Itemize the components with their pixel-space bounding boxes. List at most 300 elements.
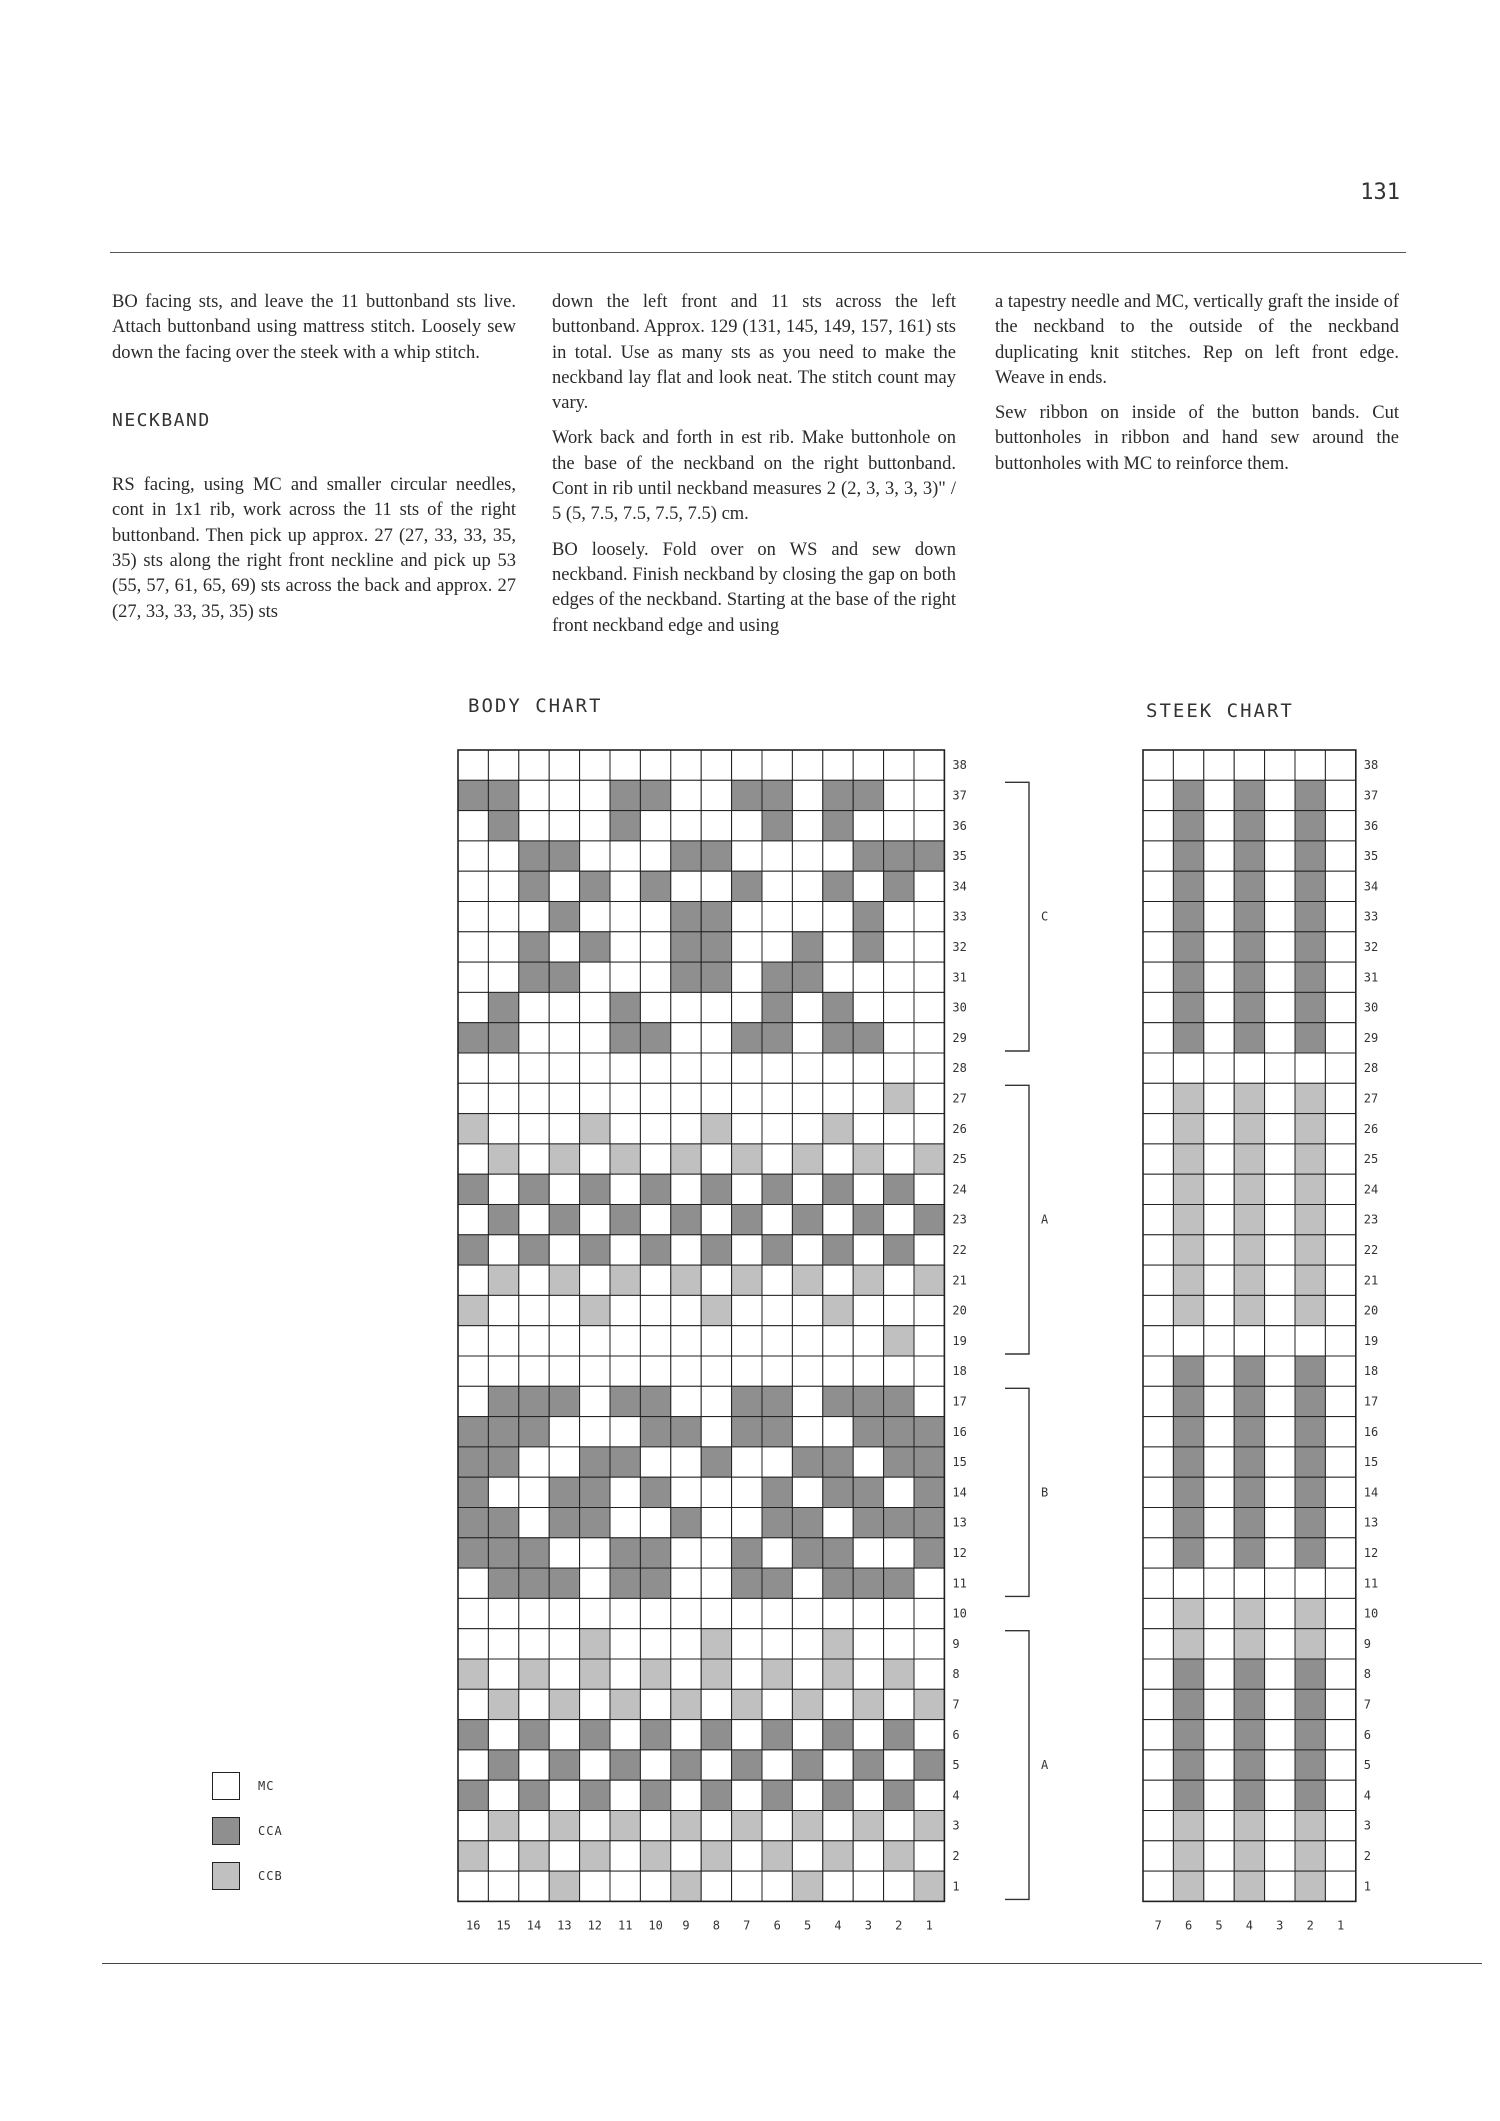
- body-chart-cell-r31-s2: [884, 962, 914, 992]
- body-chart-cell-r28-s15: [488, 1053, 518, 1083]
- steek-chart-cell-r26-s7: [1143, 1114, 1173, 1144]
- steek-chart-cell-r4-s1: [1325, 1780, 1355, 1810]
- body-chart-cell-r11-s10: [640, 1568, 670, 1598]
- steek-chart-cell-r29-s1: [1325, 1023, 1355, 1053]
- section-bracket: [1005, 1631, 1029, 1900]
- body-chart-cell-r31-s9: [671, 962, 701, 992]
- body-chart-cell-r15-s2: [884, 1447, 914, 1477]
- steek-chart-cell-r21-s3: [1265, 1265, 1295, 1295]
- body-chart-cell-r14-s9: [671, 1477, 701, 1507]
- steek-chart-cell-r35-s3: [1265, 841, 1295, 871]
- steek-chart-cell-r30-s3: [1265, 992, 1295, 1022]
- steek-chart-cell-r27-s7: [1143, 1083, 1173, 1113]
- body-chart-cell-r37-s3: [853, 780, 883, 810]
- steek-chart-cell-r38-s4: [1234, 750, 1264, 780]
- steek-chart-row-label: 5: [1363, 1758, 1372, 1773]
- body-chart-cell-r24-s3: [853, 1174, 883, 1204]
- steek-chart-cell-r30-s2: [1295, 992, 1325, 1022]
- section-label: C: [1041, 909, 1049, 924]
- body-chart-cell-r28-s12: [580, 1053, 610, 1083]
- body-chart-cell-r21-s9: [671, 1265, 701, 1295]
- body-chart-cell-r11-s3: [853, 1568, 883, 1598]
- body-chart-cell-r2-s14: [519, 1841, 549, 1871]
- body-chart-cell-r38-s11: [610, 750, 640, 780]
- steek-chart-cell-r19-s1: [1325, 1326, 1355, 1356]
- steek-chart-row-label: 17: [1363, 1394, 1379, 1409]
- steek-chart-cell-r29-s3: [1265, 1023, 1295, 1053]
- steek-chart-cell-r18-s5: [1204, 1356, 1234, 1386]
- steek-chart-cell-r25-s6: [1173, 1144, 1203, 1174]
- body-chart-cell-r21-s15: [488, 1265, 518, 1295]
- body-chart-cell-r14-s13: [549, 1477, 579, 1507]
- body-chart-cell-r4-s13: [549, 1780, 579, 1810]
- steek-chart-cell-r3-s7: [1143, 1811, 1173, 1841]
- steek-chart-cell-r12-s6: [1173, 1538, 1203, 1568]
- body-chart-cell-r9-s10: [640, 1629, 670, 1659]
- body-chart-cell-r24-s7: [732, 1174, 762, 1204]
- body-chart-cell-r17-s11: [610, 1386, 640, 1416]
- body-chart-cell-r2-s10: [640, 1841, 670, 1871]
- body-chart-cell-r38-s10: [640, 750, 670, 780]
- steek-chart-cell-r16-s1: [1325, 1417, 1355, 1447]
- body-chart-cell-r19-s10: [640, 1326, 670, 1356]
- body-chart-cell-r18-s6: [762, 1356, 792, 1386]
- body-chart-cell-r12-s15: [488, 1538, 518, 1568]
- body-chart-stitch-label: 6: [773, 1918, 781, 1933]
- body-chart-cell-r13-s13: [549, 1508, 579, 1538]
- body-chart-row-label: 31: [952, 970, 967, 985]
- body-chart-cell-r38-s8: [701, 750, 731, 780]
- body-chart-cell-r21-s5: [792, 1265, 822, 1295]
- body-chart-cell-r25-s16: [458, 1144, 488, 1174]
- steek-chart-row-label: 10: [1363, 1606, 1379, 1621]
- body-chart-cell-r33-s10: [640, 902, 670, 932]
- body-chart-cell-r6-s5: [792, 1720, 822, 1750]
- steek-chart-cell-r27-s6: [1173, 1083, 1203, 1113]
- body-chart-cell-r3-s7: [732, 1811, 762, 1841]
- body-chart-cell-r28-s9: [671, 1053, 701, 1083]
- steek-chart-cell-r32-s7: [1143, 932, 1173, 962]
- body-chart-cell-r7-s9: [671, 1689, 701, 1719]
- body-chart-cell-r30-s12: [580, 992, 610, 1022]
- body-chart-cell-r2-s12: [580, 1841, 610, 1871]
- steek-chart-row-label: 14: [1363, 1485, 1379, 1500]
- body-chart-cell-r27-s6: [762, 1083, 792, 1113]
- body-chart-cell-r20-s15: [488, 1295, 518, 1325]
- body-chart-stitch-label: 16: [465, 1918, 481, 1933]
- body-chart-cell-r35-s2: [884, 841, 914, 871]
- body-chart-cell-r23-s13: [549, 1205, 579, 1235]
- body-chart-cell-r1-s14: [519, 1871, 549, 1901]
- body-chart-cell-r21-s16: [458, 1265, 488, 1295]
- body-chart-cell-r17-s9: [671, 1386, 701, 1416]
- body-chart-cell-r34-s12: [580, 871, 610, 901]
- text-column-1: [112, 290, 516, 635]
- body-chart-cell-r37-s13: [549, 780, 579, 810]
- steek-chart-cell-r37-s6: [1173, 780, 1203, 810]
- body-chart-cell-r19-s7: [732, 1326, 762, 1356]
- body-chart-row-label: 36: [952, 818, 967, 833]
- body-chart-cell-r1-s8: [701, 1871, 731, 1901]
- body-chart-cell-r6-s10: [640, 1720, 670, 1750]
- body-chart-cell-r31-s12: [580, 962, 610, 992]
- body-chart-cell-r38-s2: [884, 750, 914, 780]
- body-chart-cell-r4-s8: [701, 1780, 731, 1810]
- steek-chart-cell-r19-s2: [1295, 1326, 1325, 1356]
- body-chart-cell-r34-s6: [762, 871, 792, 901]
- body-chart-cell-r27-s8: [701, 1083, 731, 1113]
- body-chart-cell-r25-s2: [884, 1144, 914, 1174]
- body-chart-cell-r7-s15: [488, 1689, 518, 1719]
- body-chart-cell-r33-s3: [853, 902, 883, 932]
- body-chart-cell-r20-s4: [823, 1295, 853, 1325]
- body-chart-cell-r30-s14: [519, 992, 549, 1022]
- body-chart-cell-r34-s4: [823, 871, 853, 901]
- body-chart-cell-r23-s15: [488, 1205, 518, 1235]
- legend-swatch-ccb: [212, 1862, 240, 1890]
- steek-chart-cell-r1-s2: [1295, 1871, 1325, 1901]
- steek-chart-cell-r7-s1: [1325, 1689, 1355, 1719]
- body-chart-cell-r5-s8: [701, 1750, 731, 1780]
- steek-chart-cell-r33-s1: [1325, 902, 1355, 932]
- steek-chart-cell-r15-s6: [1173, 1447, 1203, 1477]
- steek-chart-cell-r13-s4: [1234, 1508, 1264, 1538]
- body-chart-cell-r1-s10: [640, 1871, 670, 1901]
- body-chart-row-label: 23: [952, 1212, 967, 1227]
- body-chart-stitch-label: 13: [557, 1918, 572, 1933]
- steek-chart-cell-r38-s2: [1295, 750, 1325, 780]
- steek-chart-cell-r38-s3: [1265, 750, 1295, 780]
- steek-chart-cell-r12-s5: [1204, 1538, 1234, 1568]
- body-chart-cell-r2-s13: [549, 1841, 579, 1871]
- steek-chart-cell-r16-s2: [1295, 1417, 1325, 1447]
- body-chart-row-label: 14: [952, 1485, 967, 1500]
- body-chart-cell-r27-s15: [488, 1083, 518, 1113]
- steek-chart-cell-r9-s6: [1173, 1629, 1203, 1659]
- steek-chart-cell-r17-s1: [1325, 1386, 1355, 1416]
- steek-chart-cell-r11-s5: [1204, 1568, 1234, 1598]
- body-chart-cell-r6-s12: [580, 1720, 610, 1750]
- body-chart-cell-r13-s7: [732, 1508, 762, 1538]
- steek-chart-cell-r12-s1: [1325, 1538, 1355, 1568]
- steek-chart-cell-r23-s1: [1325, 1205, 1355, 1235]
- body-chart-cell-r35-s13: [549, 841, 579, 871]
- body-chart-cell-r26-s9: [671, 1114, 701, 1144]
- steek-chart-cell-r26-s2: [1295, 1114, 1325, 1144]
- steek-chart-cell-r2-s3: [1265, 1841, 1295, 1871]
- body-chart-cell-r20-s11: [610, 1295, 640, 1325]
- body-chart-cell-r25-s6: [762, 1144, 792, 1174]
- body-chart-cell-r18-s8: [701, 1356, 731, 1386]
- body-chart-cell-r18-s13: [549, 1356, 579, 1386]
- body-chart-cell-r16-s5: [792, 1417, 822, 1447]
- steek-chart-cell-r4-s2: [1295, 1780, 1325, 1810]
- steek-chart-cell-r10-s6: [1173, 1598, 1203, 1628]
- steek-chart-cell-r18-s1: [1325, 1356, 1355, 1386]
- steek-chart-cell-r29-s4: [1234, 1023, 1264, 1053]
- steek-chart-cell-r17-s5: [1204, 1386, 1234, 1416]
- body-chart-cell-r8-s15: [488, 1659, 518, 1689]
- steek-chart-cell-r30-s7: [1143, 992, 1173, 1022]
- body-chart-cell-r8-s12: [580, 1659, 610, 1689]
- body-chart-cell-r32-s6: [762, 932, 792, 962]
- body-chart-cell-r7-s8: [701, 1689, 731, 1719]
- body-chart-stitch-label: 4: [834, 1918, 842, 1933]
- body-chart-cell-r13-s16: [458, 1508, 488, 1538]
- body-chart-cell-r12-s4: [823, 1538, 853, 1568]
- steek-chart-cell-r17-s4: [1234, 1386, 1264, 1416]
- body-chart-cell-r6-s9: [671, 1720, 701, 1750]
- body-chart-cell-r37-s11: [610, 780, 640, 810]
- steek-chart-cell-r1-s3: [1265, 1871, 1295, 1901]
- body-chart-cell-r28-s5: [792, 1053, 822, 1083]
- body-chart-cell-r31-s1: [914, 962, 944, 992]
- body-chart-cell-r19-s11: [610, 1326, 640, 1356]
- steek-chart-cell-r31-s1: [1325, 962, 1355, 992]
- steek-chart-row-label: 29: [1363, 1030, 1379, 1045]
- text-column-3: [995, 290, 1399, 487]
- steek-chart-cell-r31-s7: [1143, 962, 1173, 992]
- body-chart-cell-r3-s3: [853, 1811, 883, 1841]
- body-chart-cell-r18-s1: [914, 1356, 944, 1386]
- body-chart-cell-r14-s11: [610, 1477, 640, 1507]
- steek-chart-row-label: 3: [1363, 1818, 1372, 1833]
- body-chart-cell-r14-s1: [914, 1477, 944, 1507]
- steek-chart-cell-r8-s1: [1325, 1659, 1355, 1689]
- steek-chart-cell-r33-s7: [1143, 902, 1173, 932]
- steek-chart-cell-r21-s7: [1143, 1265, 1173, 1295]
- body-chart-cell-r3-s15: [488, 1811, 518, 1841]
- steek-chart-cell-r27-s1: [1325, 1083, 1355, 1113]
- body-chart-cell-r11-s8: [701, 1568, 731, 1598]
- body-chart-cell-r28-s14: [519, 1053, 549, 1083]
- body-chart-cell-r18-s11: [610, 1356, 640, 1386]
- body-chart-cell-r4-s12: [580, 1780, 610, 1810]
- body-chart-row-label: 37: [952, 788, 967, 803]
- steek-chart-cell-r28-s7: [1143, 1053, 1173, 1083]
- body-chart-cell-r29-s10: [640, 1023, 670, 1053]
- body-chart-cell-r4-s9: [671, 1780, 701, 1810]
- steek-chart-cell-r20-s1: [1325, 1295, 1355, 1325]
- steek-chart-cell-r9-s1: [1325, 1629, 1355, 1659]
- body-chart-row-label: 25: [952, 1152, 967, 1167]
- body-chart-cell-r9-s3: [853, 1629, 883, 1659]
- body-chart-cell-r14-s4: [823, 1477, 853, 1507]
- body-chart-cell-r10-s3: [853, 1598, 883, 1628]
- body-chart-cell-r36-s2: [884, 811, 914, 841]
- body-chart-row-label: 35: [952, 849, 967, 864]
- body-chart-cell-r3-s6: [762, 1811, 792, 1841]
- body-chart-cell-r22-s16: [458, 1235, 488, 1265]
- body-chart-cell-r15-s10: [640, 1447, 670, 1477]
- body-chart-cell-r29-s11: [610, 1023, 640, 1053]
- body-chart-cell-r18-s9: [671, 1356, 701, 1386]
- steek-chart-cell-r6-s2: [1295, 1720, 1325, 1750]
- body-chart-cell-r24-s15: [488, 1174, 518, 1204]
- steek-chart-cell-r9-s3: [1265, 1629, 1295, 1659]
- body-chart-cell-r20-s10: [640, 1295, 670, 1325]
- body-chart-cell-r37-s5: [792, 780, 822, 810]
- body-chart-cell-r34-s11: [610, 871, 640, 901]
- body-chart-cell-r37-s15: [488, 780, 518, 810]
- body-chart-cell-r26-s10: [640, 1114, 670, 1144]
- body-chart-row-label: 19: [952, 1333, 967, 1348]
- section-bracket: [1005, 782, 1029, 1051]
- body-chart-cell-r17-s14: [519, 1386, 549, 1416]
- steek-chart-cell-r11-s1: [1325, 1568, 1355, 1598]
- steek-chart-cell-r8-s6: [1173, 1659, 1203, 1689]
- body-chart-cell-r12-s14: [519, 1538, 549, 1568]
- body-chart-cell-r23-s14: [519, 1205, 549, 1235]
- body-chart-cell-r36-s16: [458, 811, 488, 841]
- body-chart-cell-r6-s2: [884, 1720, 914, 1750]
- body-chart-cell-r11-s6: [762, 1568, 792, 1598]
- body-chart-cell-r30-s2: [884, 992, 914, 1022]
- body-chart-cell-r36-s9: [671, 811, 701, 841]
- body-chart-cell-r15-s13: [549, 1447, 579, 1477]
- steek-chart-cell-r24-s6: [1173, 1174, 1203, 1204]
- body-chart-cell-r12-s13: [549, 1538, 579, 1568]
- steek-chart-cell-r1-s6: [1173, 1871, 1203, 1901]
- body-chart-cell-r34-s16: [458, 871, 488, 901]
- body-chart-cell-r23-s11: [610, 1205, 640, 1235]
- body-chart-cell-r37-s4: [823, 780, 853, 810]
- steek-chart-cell-r26-s5: [1204, 1114, 1234, 1144]
- steek-chart-cell-r25-s5: [1204, 1144, 1234, 1174]
- steek-chart-cell-r7-s5: [1204, 1689, 1234, 1719]
- body-chart-cell-r11-s7: [732, 1568, 762, 1598]
- body-chart-cell-r38-s15: [488, 750, 518, 780]
- steek-chart-cell-r5-s3: [1265, 1750, 1295, 1780]
- body-chart: [455, 745, 975, 1945]
- body-chart-cell-r8-s5: [792, 1659, 822, 1689]
- body-chart-cell-r23-s7: [732, 1205, 762, 1235]
- steek-chart-cell-r20-s5: [1204, 1295, 1234, 1325]
- body-chart-stitch-label: 14: [526, 1918, 542, 1933]
- steek-chart-cell-r27-s4: [1234, 1083, 1264, 1113]
- body-chart-cell-r5-s4: [823, 1750, 853, 1780]
- body-chart-cell-r27-s4: [823, 1083, 853, 1113]
- body-chart-cell-r12-s10: [640, 1538, 670, 1568]
- body-chart-cell-r13-s2: [884, 1508, 914, 1538]
- body-chart-cell-r20-s2: [884, 1295, 914, 1325]
- body-chart-cell-r2-s4: [823, 1841, 853, 1871]
- steek-chart-cell-r21-s4: [1234, 1265, 1264, 1295]
- steek-chart-cell-r16-s6: [1173, 1417, 1203, 1447]
- body-chart-cell-r2-s6: [762, 1841, 792, 1871]
- body-chart-cell-r10-s11: [610, 1598, 640, 1628]
- steek-chart-cell-r33-s4: [1234, 902, 1264, 932]
- body-chart-cell-r11-s15: [488, 1568, 518, 1598]
- body-chart-cell-r35-s9: [671, 841, 701, 871]
- steek-chart-row-label: 16: [1363, 1424, 1379, 1439]
- steek-chart-cell-r33-s2: [1295, 902, 1325, 932]
- body-chart-cell-r33-s14: [519, 902, 549, 932]
- body-chart-cell-r7-s14: [519, 1689, 549, 1719]
- body-chart-cell-r15-s7: [732, 1447, 762, 1477]
- body-chart-cell-r14-s15: [488, 1477, 518, 1507]
- steek-chart-cell-r5-s5: [1204, 1750, 1234, 1780]
- steek-chart-cell-r10-s5: [1204, 1598, 1234, 1628]
- body-chart-cell-r37-s10: [640, 780, 670, 810]
- body-chart-cell-r38-s3: [853, 750, 883, 780]
- body-chart-cell-r16-s4: [823, 1417, 853, 1447]
- body-chart-cell-r34-s10: [640, 871, 670, 901]
- body-chart-cell-r25-s5: [792, 1144, 822, 1174]
- body-chart-row-label: 27: [952, 1091, 967, 1106]
- steek-chart-cell-r31-s6: [1173, 962, 1203, 992]
- body-chart-cell-r15-s14: [519, 1447, 549, 1477]
- steek-chart-stitch-label: 2: [1306, 1918, 1314, 1933]
- body-chart-cell-r26-s7: [732, 1114, 762, 1144]
- steek-chart-cell-r25-s1: [1325, 1144, 1355, 1174]
- body-chart-cell-r30-s1: [914, 992, 944, 1022]
- steek-chart-cell-r24-s5: [1204, 1174, 1234, 1204]
- body-chart-row-label: 7: [952, 1697, 960, 1712]
- steek-chart-cell-r35-s7: [1143, 841, 1173, 871]
- body-chart-cell-r14-s6: [762, 1477, 792, 1507]
- body-chart-cell-r31-s8: [701, 962, 731, 992]
- body-chart-cell-r30-s15: [488, 992, 518, 1022]
- body-chart-cell-r1-s12: [580, 1871, 610, 1901]
- body-chart-cell-r11-s12: [580, 1568, 610, 1598]
- body-chart-cell-r36-s1: [914, 811, 944, 841]
- body-chart-cell-r24-s11: [610, 1174, 640, 1204]
- steek-chart-cell-r35-s4: [1234, 841, 1264, 871]
- steek-chart-cell-r28-s4: [1234, 1053, 1264, 1083]
- body-chart-row-label: 10: [952, 1606, 967, 1621]
- body-chart-cell-r27-s14: [519, 1083, 549, 1113]
- body-chart-cell-r23-s16: [458, 1205, 488, 1235]
- steek-chart-cell-r19-s7: [1143, 1326, 1173, 1356]
- body-chart-cell-r26-s14: [519, 1114, 549, 1144]
- steek-chart-cell-r7-s7: [1143, 1689, 1173, 1719]
- steek-chart-cell-r10-s1: [1325, 1598, 1355, 1628]
- body-chart-cell-r2-s9: [671, 1841, 701, 1871]
- steek-chart-cell-r20-s3: [1265, 1295, 1295, 1325]
- steek-chart-stitch-label: 5: [1215, 1918, 1223, 1933]
- body-chart-row-label: 3: [952, 1818, 960, 1833]
- steek-chart-cell-r38-s7: [1143, 750, 1173, 780]
- body-chart-cell-r13-s3: [853, 1508, 883, 1538]
- steek-chart-row-label: 36: [1363, 818, 1379, 833]
- body-chart-cell-r11-s13: [549, 1568, 579, 1598]
- steek-chart-cell-r11-s3: [1265, 1568, 1295, 1598]
- steek-chart-cell-r9-s5: [1204, 1629, 1234, 1659]
- steek-chart-cell-r32-s6: [1173, 932, 1203, 962]
- body-chart-cell-r2-s5: [792, 1841, 822, 1871]
- body-chart-cell-r27-s1: [914, 1083, 944, 1113]
- body-chart-cell-r3-s14: [519, 1811, 549, 1841]
- body-chart-cell-r31-s4: [823, 962, 853, 992]
- body-chart-cell-r7-s10: [640, 1689, 670, 1719]
- body-chart-cell-r9-s14: [519, 1629, 549, 1659]
- body-chart-cell-r35-s6: [762, 841, 792, 871]
- steek-chart-cell-r15-s7: [1143, 1447, 1173, 1477]
- body-chart-cell-r19-s6: [762, 1326, 792, 1356]
- steek-chart-cell-r30-s6: [1173, 992, 1203, 1022]
- steek-chart-cell-r34-s5: [1204, 871, 1234, 901]
- body-chart-cell-r9-s7: [732, 1629, 762, 1659]
- steek-chart-cell-r19-s3: [1265, 1326, 1295, 1356]
- body-chart-cell-r22-s4: [823, 1235, 853, 1265]
- body-chart-cell-r13-s12: [580, 1508, 610, 1538]
- body-chart-cell-r19-s12: [580, 1326, 610, 1356]
- body-chart-cell-r37-s9: [671, 780, 701, 810]
- steek-chart-cell-r1-s4: [1234, 1871, 1264, 1901]
- steek-chart-cell-r35-s1: [1325, 841, 1355, 871]
- body-chart-stitch-label: 5: [803, 1918, 812, 1933]
